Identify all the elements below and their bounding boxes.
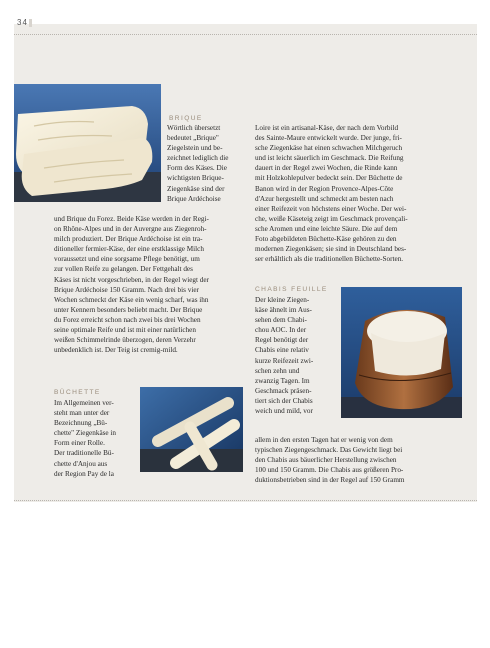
text-line: chou AOC. In der	[255, 326, 307, 335]
text-line: zwanzig Tagen. Im	[255, 376, 310, 385]
text-line: Chabis eine relativ	[255, 346, 309, 355]
text-line: du Forez erreicht schon nach zwei bis drei Wochen	[54, 315, 201, 324]
heading-brique: BRIQUE	[169, 115, 203, 122]
text-line: Brique Ardéchoise	[167, 194, 221, 203]
text-line: unbedenklich ist. Der Teig ist cremig-mild.	[54, 346, 178, 355]
text-line: allem in den ersten Tagen hat er wenig von dem	[255, 436, 393, 444]
buchette-text	[54, 398, 136, 479]
bottom-dotted-rule	[14, 500, 477, 501]
page-number: 34	[17, 18, 28, 27]
text-line: des Sainte-Maure entwickelt wurde. Der junge, fri-	[255, 134, 402, 143]
text-line: mit Holzkohlepulver bedeckt sein. Der Büchette de	[255, 174, 403, 183]
text-line: zur vollen Reife zu gelangen. Der Fettgehalt des	[54, 265, 193, 274]
text-line: Ziegelstein und be-	[167, 144, 223, 153]
text-line: Foto abgebildeten Büchette-Käse gehören zu den	[255, 235, 397, 244]
text-line: Im Allgemeinen ver-	[54, 399, 114, 407]
heading-buchette: BÜCHETTE	[54, 389, 101, 396]
text-line: duktionsbetrieben sind in der Regel auf 150 Gramm	[255, 476, 405, 485]
text-line: ser erhältlich als die traditionellen Büchette-Sorten.	[255, 255, 404, 264]
text-line: dauert in der Regel zwei Wochen, die Rinde kann	[255, 164, 398, 173]
brique-text-wrap	[167, 123, 243, 204]
buchette-cheese-photo	[140, 387, 243, 472]
text-line: und Brique du Forez. Beide Käse werden in der Regi-	[54, 215, 209, 223]
text-line: käse ähnelt im Aus-	[255, 306, 312, 315]
text-line: Wochen schmeckt der Käse ein wenig scharf, was ihn	[54, 295, 209, 304]
buchette-text-continued	[255, 123, 463, 264]
text-line: Ziegenkäse sind der	[167, 184, 225, 193]
text-line: d'Azur hergestellt und schmeckt am besten nach	[255, 194, 394, 203]
text-line: steht man unter der	[54, 409, 110, 418]
text-line: kurze Reifezeit zwi-	[255, 356, 314, 365]
top-dotted-rule	[14, 34, 477, 35]
chabis-feuille-cheese-photo	[341, 287, 462, 418]
text-line: che, weiße Käseteig zeigt im Geschmack provençali-	[255, 214, 408, 223]
text-line: voraussetzt und eine sorgsame Pflege benötigt, um	[54, 255, 200, 264]
text-line: Wörtlich übersetzt	[167, 124, 221, 132]
brique-cheese-photo	[14, 84, 161, 202]
text-line: wichtigsten Brique-	[167, 174, 224, 183]
text-line: Käses ist nicht vorgeschrieben, in der Regel wiegt der	[54, 275, 209, 284]
text-line: on Rhône-Alpes und in der Auvergne aus Ziegenroh-	[54, 225, 207, 234]
text-line: Geschmack präsen-	[255, 386, 312, 395]
text-line: tiert sich der Chabis	[255, 396, 313, 405]
text-line: Form einer Rolle.	[54, 439, 105, 448]
chabis-text-full	[255, 435, 463, 485]
text-line: unter Kennern besonders beliebt macht. Der Brique	[54, 305, 203, 314]
text-line: Banon wird in der Region Provence-Alpes-Côte	[255, 184, 394, 193]
text-line: chette d'Anjou aus	[54, 459, 108, 468]
text-line: 100 und 150 Gramm. Die Chabis aus größeren Pro-	[255, 466, 404, 475]
text-line: Loire ist ein artisanal-Käse, der nach dem Vorbild	[255, 124, 399, 132]
text-line: zeichnet lediglich die	[167, 154, 229, 163]
text-line: und ist leicht säuerlich im Geschmack. Die Reifung	[255, 154, 404, 163]
text-line: Bezeichnung „Bü-	[54, 419, 108, 428]
heading-chabis-feuille: CHABIS FEUILLE	[255, 286, 328, 293]
text-line: ditioneller fermier-Käse, der eine erstklassige Milch	[54, 245, 204, 254]
text-line: bedeutet „Brique"	[167, 134, 219, 143]
brique-text-full	[54, 214, 244, 355]
text-line: sche Aromen und eine leichte Säure. Die auf dem	[255, 224, 398, 233]
text-line: Der traditionelle Bü-	[54, 449, 114, 458]
text-line: milch produziert. Der Brique Ardéchoise ist ein tra-	[54, 235, 203, 244]
text-line: der Region Pay de la	[54, 469, 114, 478]
text-line: sehen dem Chabi-	[255, 316, 307, 325]
text-line: chette" Ziegenkäse in	[54, 429, 117, 438]
text-line: sche Ziegenkäse hat einen schwachen Milchgeruch	[255, 144, 403, 153]
text-line: weißen Schimmelrinde überzogen, deren Verzehr	[54, 336, 196, 345]
text-line: typischen Ziegengeschmack. Das Gewicht liegt bei	[255, 446, 403, 455]
text-line: Regel benötigt der	[255, 336, 309, 345]
text-line: Der kleine Ziegen-	[255, 296, 310, 304]
text-line: schen zehn und	[255, 366, 300, 375]
text-line: weich und mild, vor	[255, 407, 313, 416]
page-number-marker	[29, 19, 32, 27]
text-line: Form des Käses. Die	[167, 164, 227, 173]
text-line: seine optimale Reife und ist mit einer natürlichen	[54, 326, 196, 335]
text-line: modernen Ziegenkäsen; sie sind in Deutschland bes-	[255, 245, 407, 254]
chabis-text-wrap	[255, 295, 335, 416]
text-line: einer Reifezeit von höchstens einer Woche. Der wei-	[255, 204, 407, 213]
text-line: Brique Ardéchoise 150 Gramm. Nach drei bis vier	[54, 285, 199, 294]
text-line: den Chabis aus bäuerlicher Herstellung zwischen	[255, 456, 397, 465]
